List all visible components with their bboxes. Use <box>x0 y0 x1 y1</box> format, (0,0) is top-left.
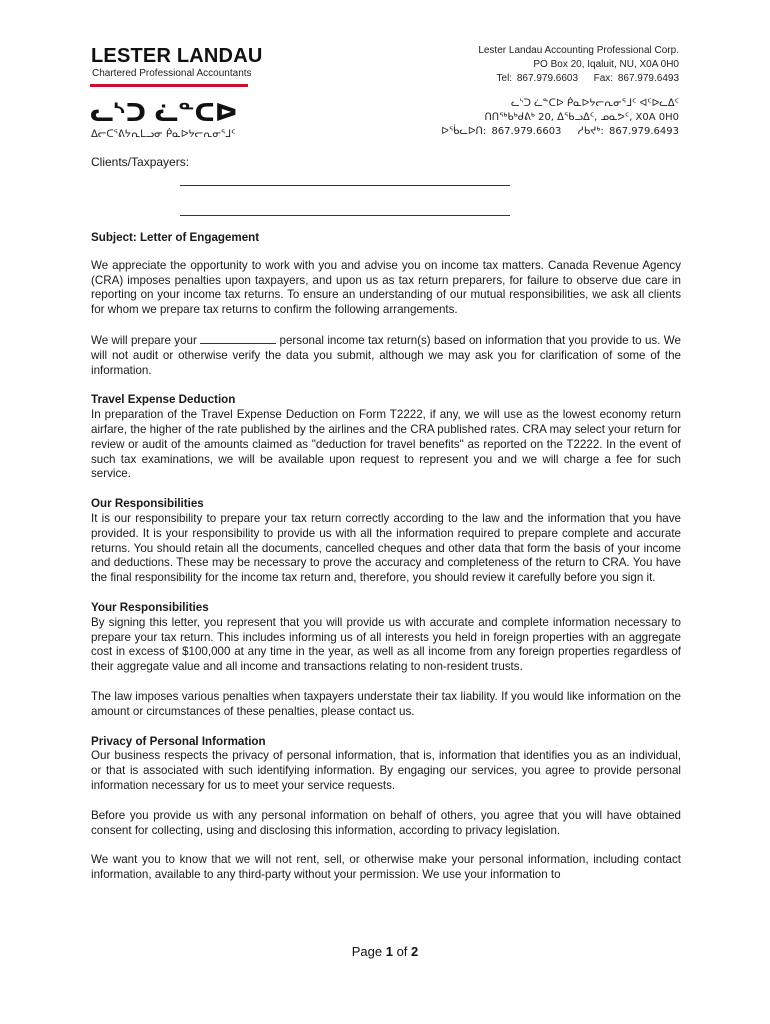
tel-number: 867.979.6603 <box>516 73 579 84</box>
section-text: It is our responsibility to prepare your tax return correctly according to the law and the information that you have provided. It is your responsibility to provide us with all the information required to prepare complete and accurate returns. You should retain all the documents, cancelled cheques and other data that form the basis of your income and deductions. These may be necessary to prove the accuracy and completeness of the return to CRA. You have the final responsibility for the income tax return and, therefore, you should review it carefully before you sign it. <box>91 511 681 585</box>
prepare-paragraph <box>91 333 681 378</box>
contact-line <box>478 72 679 86</box>
return-count-blank <box>200 333 276 344</box>
section-text: Our business respects the privacy of personal information, that is, information that identifies you as an individual, or that is associated with such identifying information. By engaging our services, you agree to provide personal information necessary for us to meet your service requests. <box>91 749 681 792</box>
section-text: In preparation of the Travel Expense Deduction on Form T2222, if any, we will use as the lowest economy return airfare, the higher of the rate published by the airlines and the CRA published rates. CRA may select your return for review or audit of the amounts claimed as "deduction for travel benefits" as reported on the T2222. In the event of such tax examinations, we will be available upon request to represent you and we will charge a fee for such service. <box>91 408 681 481</box>
page-total: 2 <box>411 944 419 959</box>
penalties-paragraph: The law imposes various penalties when taxpayers understate their tax liability. If you would like information on the amount or circumstances of these penalties, please contact us. <box>91 689 681 718</box>
clients-label: Clients/Taxpayers: <box>91 155 190 169</box>
client-name-blank <box>180 215 510 216</box>
address-line: ᓚᔅᑐ ᓛᓐᑕᐅ ᑮᓇᐅᔭᓕᕆᓂᕐᒧᑦ ᐊᑦᐅᓚᐃᑦ <box>510 98 679 109</box>
section-heading: Travel Expense Deduction <box>91 393 236 407</box>
letter-body <box>91 231 681 898</box>
prepare-text: personal income tax return(s) based on information that you provide to us. We will not audit or otherwise verify the data you submit, although we may ask you for clarification of some of the information. <box>91 333 681 377</box>
tel-label: ᐅᖄᓚᐅᑎ: <box>441 126 487 137</box>
section-heading: Your Responsibilities <box>91 600 209 614</box>
tel-number: 867.979.6603 <box>491 126 562 137</box>
our-responsibilities-section <box>91 497 681 586</box>
privacy-section <box>91 735 681 794</box>
tel-label: Tel: <box>496 73 513 84</box>
prepare-text: We will prepare your <box>91 333 197 347</box>
consent-paragraph: Before you provide us with any personal information on behalf of others, you agree that you will have obtained consent for collecting, using and disclosing this information, according to privacy legislation. <box>91 808 681 837</box>
page-current: 1 <box>385 944 393 959</box>
address-line: ᑎᑎᖅᑲᒃᑯᕕᒃ 20, ᐃᖃᓗᐃᑦ, ᓄᓇᕗᑦ, X0A 0H0 <box>484 112 679 123</box>
section-text: By signing this letter, you represent that you will provide us with accurate and complete information necessary to prepare your tax return. This includes informing us of all interests you held in foreign properties with an aggregate cost in excess of $100,000 at any time in the year, as well as all income from any foreign properties regardless of their aggregate value and all income and transactions relating to non-resident trusts. <box>91 615 681 674</box>
firm-subtitle: Chartered Professional Accountants <box>92 68 252 79</box>
subject-line: Subject: Letter of Engagement <box>91 231 260 244</box>
fax-label: Fax: <box>593 73 614 84</box>
firm-name: LESTER LANDAU <box>91 45 263 67</box>
intro-paragraph: We appreciate the opportunity to work with you and advise you on income tax matters. Canada Revenue Agency (CRA) imposes penalties upon taxpayers, and upon us as tax return preparers, for failure to observe due care in reporting on your income tax returns. To ensure an understanding of our mutual responsibilities, we ask all clients for whom we prepare tax returns to confirm the following arrangements. <box>91 258 681 317</box>
of-word: of <box>396 944 408 959</box>
your-responsibilities-section <box>91 601 681 675</box>
travel-section <box>91 393 681 482</box>
section-heading: Our Responsibilities <box>91 497 204 511</box>
letterhead-divider <box>90 84 248 87</box>
client-name-blank <box>180 185 510 186</box>
firm-subtitle-syllabics: ᐃᓕᑕᕐᕕᔭᕆᒪᓗᓂ ᑮᓇᐅᔭᓕᕆᓂᕐᒧᑦ <box>91 129 236 140</box>
non-rent-paragraph: We want you to know that we will not rent, sell, or otherwise make your personal information, including contact information, available to any third-party without your permission. We use your information to <box>91 853 681 882</box>
address-inuktitut <box>441 97 679 139</box>
fax-label: ᓱᑲᔪᒃ: <box>577 126 604 137</box>
page-number <box>0 944 770 959</box>
firm-name-syllabics: ᓚᔅᑐ ᓛᓐᑕᐅ <box>90 98 238 127</box>
address-line: PO Box 20, Iqaluit, NU, X0A 0H0 <box>533 59 679 70</box>
fax-number: 867.979.6493 <box>617 73 679 84</box>
address-line: Lester Landau Accounting Professional Corp. <box>478 45 679 56</box>
section-heading: Privacy of Personal Information <box>91 734 266 748</box>
address-english <box>478 44 679 86</box>
fax-number: 867.979.6493 <box>609 126 679 137</box>
contact-line <box>441 125 679 139</box>
page-word: Page <box>351 944 383 959</box>
